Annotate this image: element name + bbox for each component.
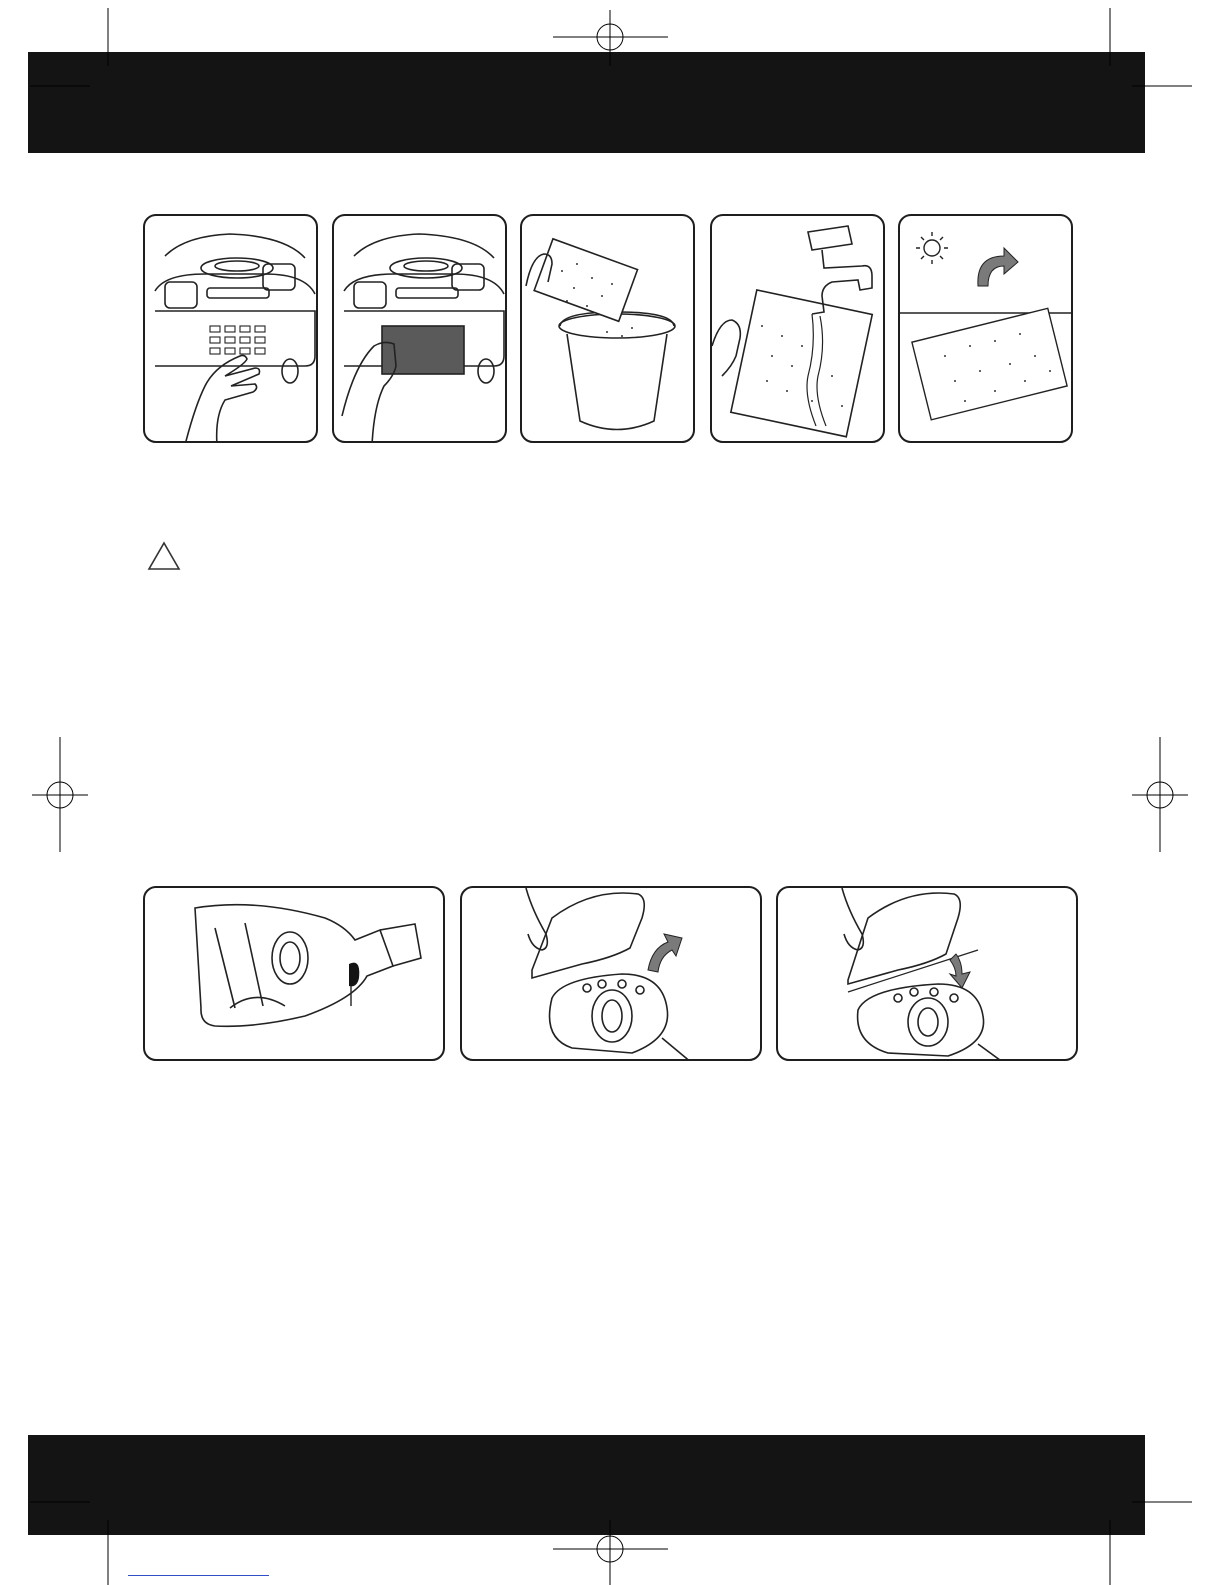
filter-rinse-tap-icon: [712, 216, 885, 443]
filter-dry-sun-icon: [900, 216, 1073, 443]
brush-step-panel: [460, 886, 762, 1061]
filter-step-panel: [898, 214, 1073, 443]
footer-link-underline: [128, 1575, 269, 1576]
filter-grille-press-icon: [145, 216, 318, 443]
filter-step-panel: [143, 214, 318, 443]
filter-step-panel: [520, 214, 695, 443]
warning-triangle-icon: [146, 540, 182, 572]
turbo-brush-release-icon: [145, 888, 445, 1061]
filter-step-panel: [332, 214, 507, 443]
turbo-brush-cover-close-icon: [778, 888, 1078, 1061]
filter-step-panel: [710, 214, 885, 443]
filter-removal-icon: [334, 216, 507, 443]
brush-step-panel: [143, 886, 445, 1061]
turbo-brush-cover-open-icon: [462, 888, 762, 1061]
brush-step-panel: [776, 886, 1078, 1061]
filter-dust-shake-icon: [522, 216, 695, 443]
